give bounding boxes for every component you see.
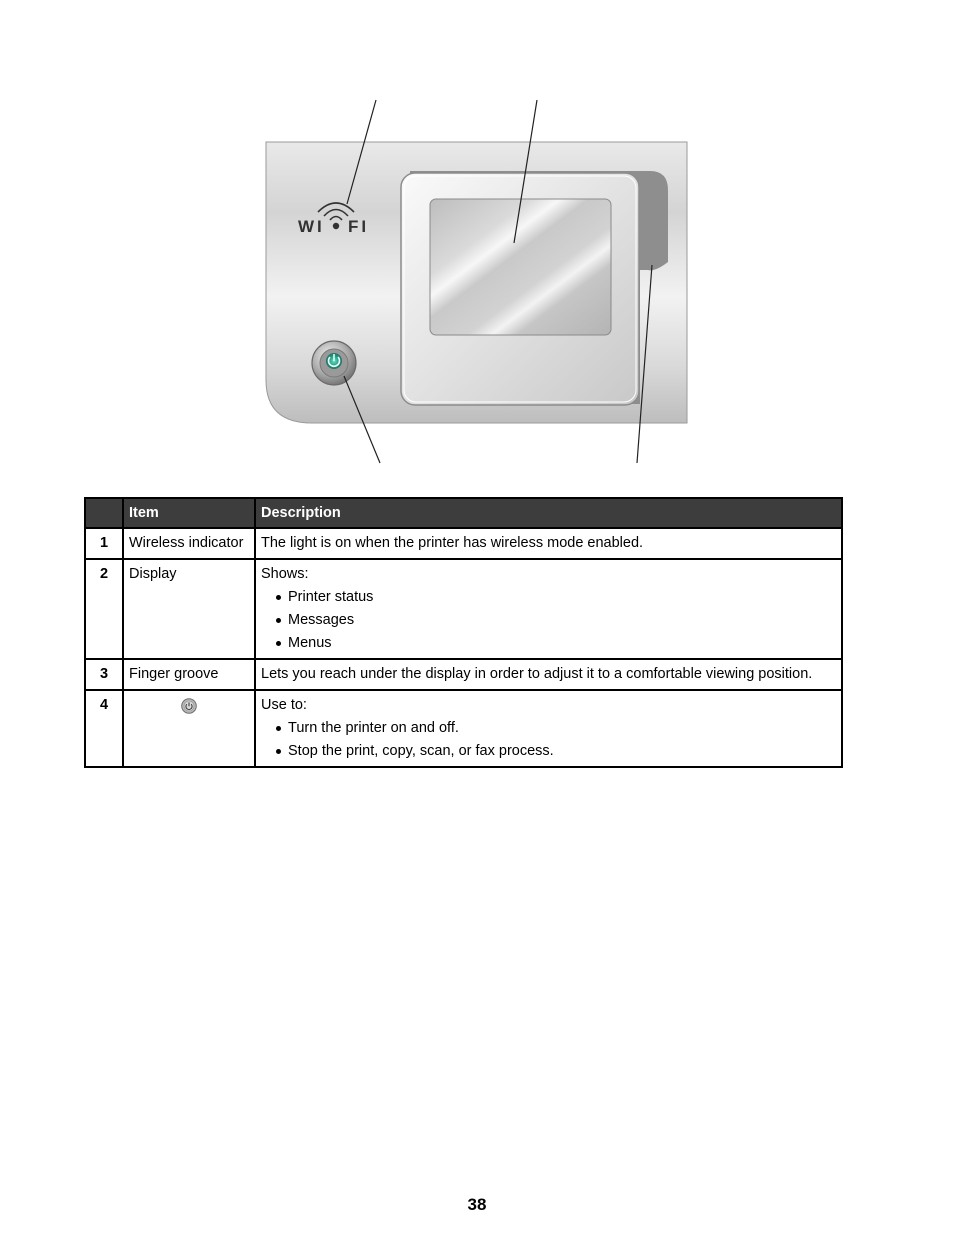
row-number: 3 [85, 659, 123, 690]
list-item: Printer status [276, 589, 836, 606]
header-description: Description [255, 498, 842, 528]
table-header-row [85, 498, 842, 528]
wifi-dot [333, 223, 339, 229]
header-number [85, 498, 123, 528]
power-button-icon [181, 698, 197, 714]
display-screen [430, 199, 611, 335]
list-item: Menus [276, 635, 836, 652]
wifi-logo-left: WI [298, 217, 325, 236]
row-number: 4 [85, 690, 123, 767]
wifi-logo-right: FI [348, 217, 370, 236]
table-row [85, 690, 842, 767]
list-item: Turn the printer on and off. [276, 720, 836, 737]
row-item: Wireless indicator [123, 528, 255, 559]
row-item-icon-cell [123, 690, 255, 767]
bullet-list [261, 589, 836, 652]
row-item: Display [123, 559, 255, 659]
bullet-list [261, 720, 836, 760]
table-row [85, 559, 842, 659]
table-row [85, 659, 842, 690]
row-number: 1 [85, 528, 123, 559]
page-number: 38 [467, 1195, 487, 1214]
row-item: Finger groove [123, 659, 255, 690]
row-description: Use to: [261, 697, 307, 713]
parts-table [84, 497, 843, 768]
list-item: Stop the print, copy, scan, or fax process. [276, 743, 836, 760]
row-number: 2 [85, 559, 123, 659]
row-description: Shows: [261, 566, 309, 582]
control-panel-illustration [0, 0, 954, 480]
row-description: Lets you reach under the display in order to adjust it to a comfortable viewing position. [255, 659, 842, 690]
table-row [85, 528, 842, 559]
power-button [312, 341, 356, 385]
row-description-cell [255, 559, 842, 659]
row-description: The light is on when the printer has wireless mode enabled. [255, 528, 842, 559]
header-item: Item [123, 498, 255, 528]
list-item: Messages [276, 612, 836, 629]
row-description-cell [255, 690, 842, 767]
